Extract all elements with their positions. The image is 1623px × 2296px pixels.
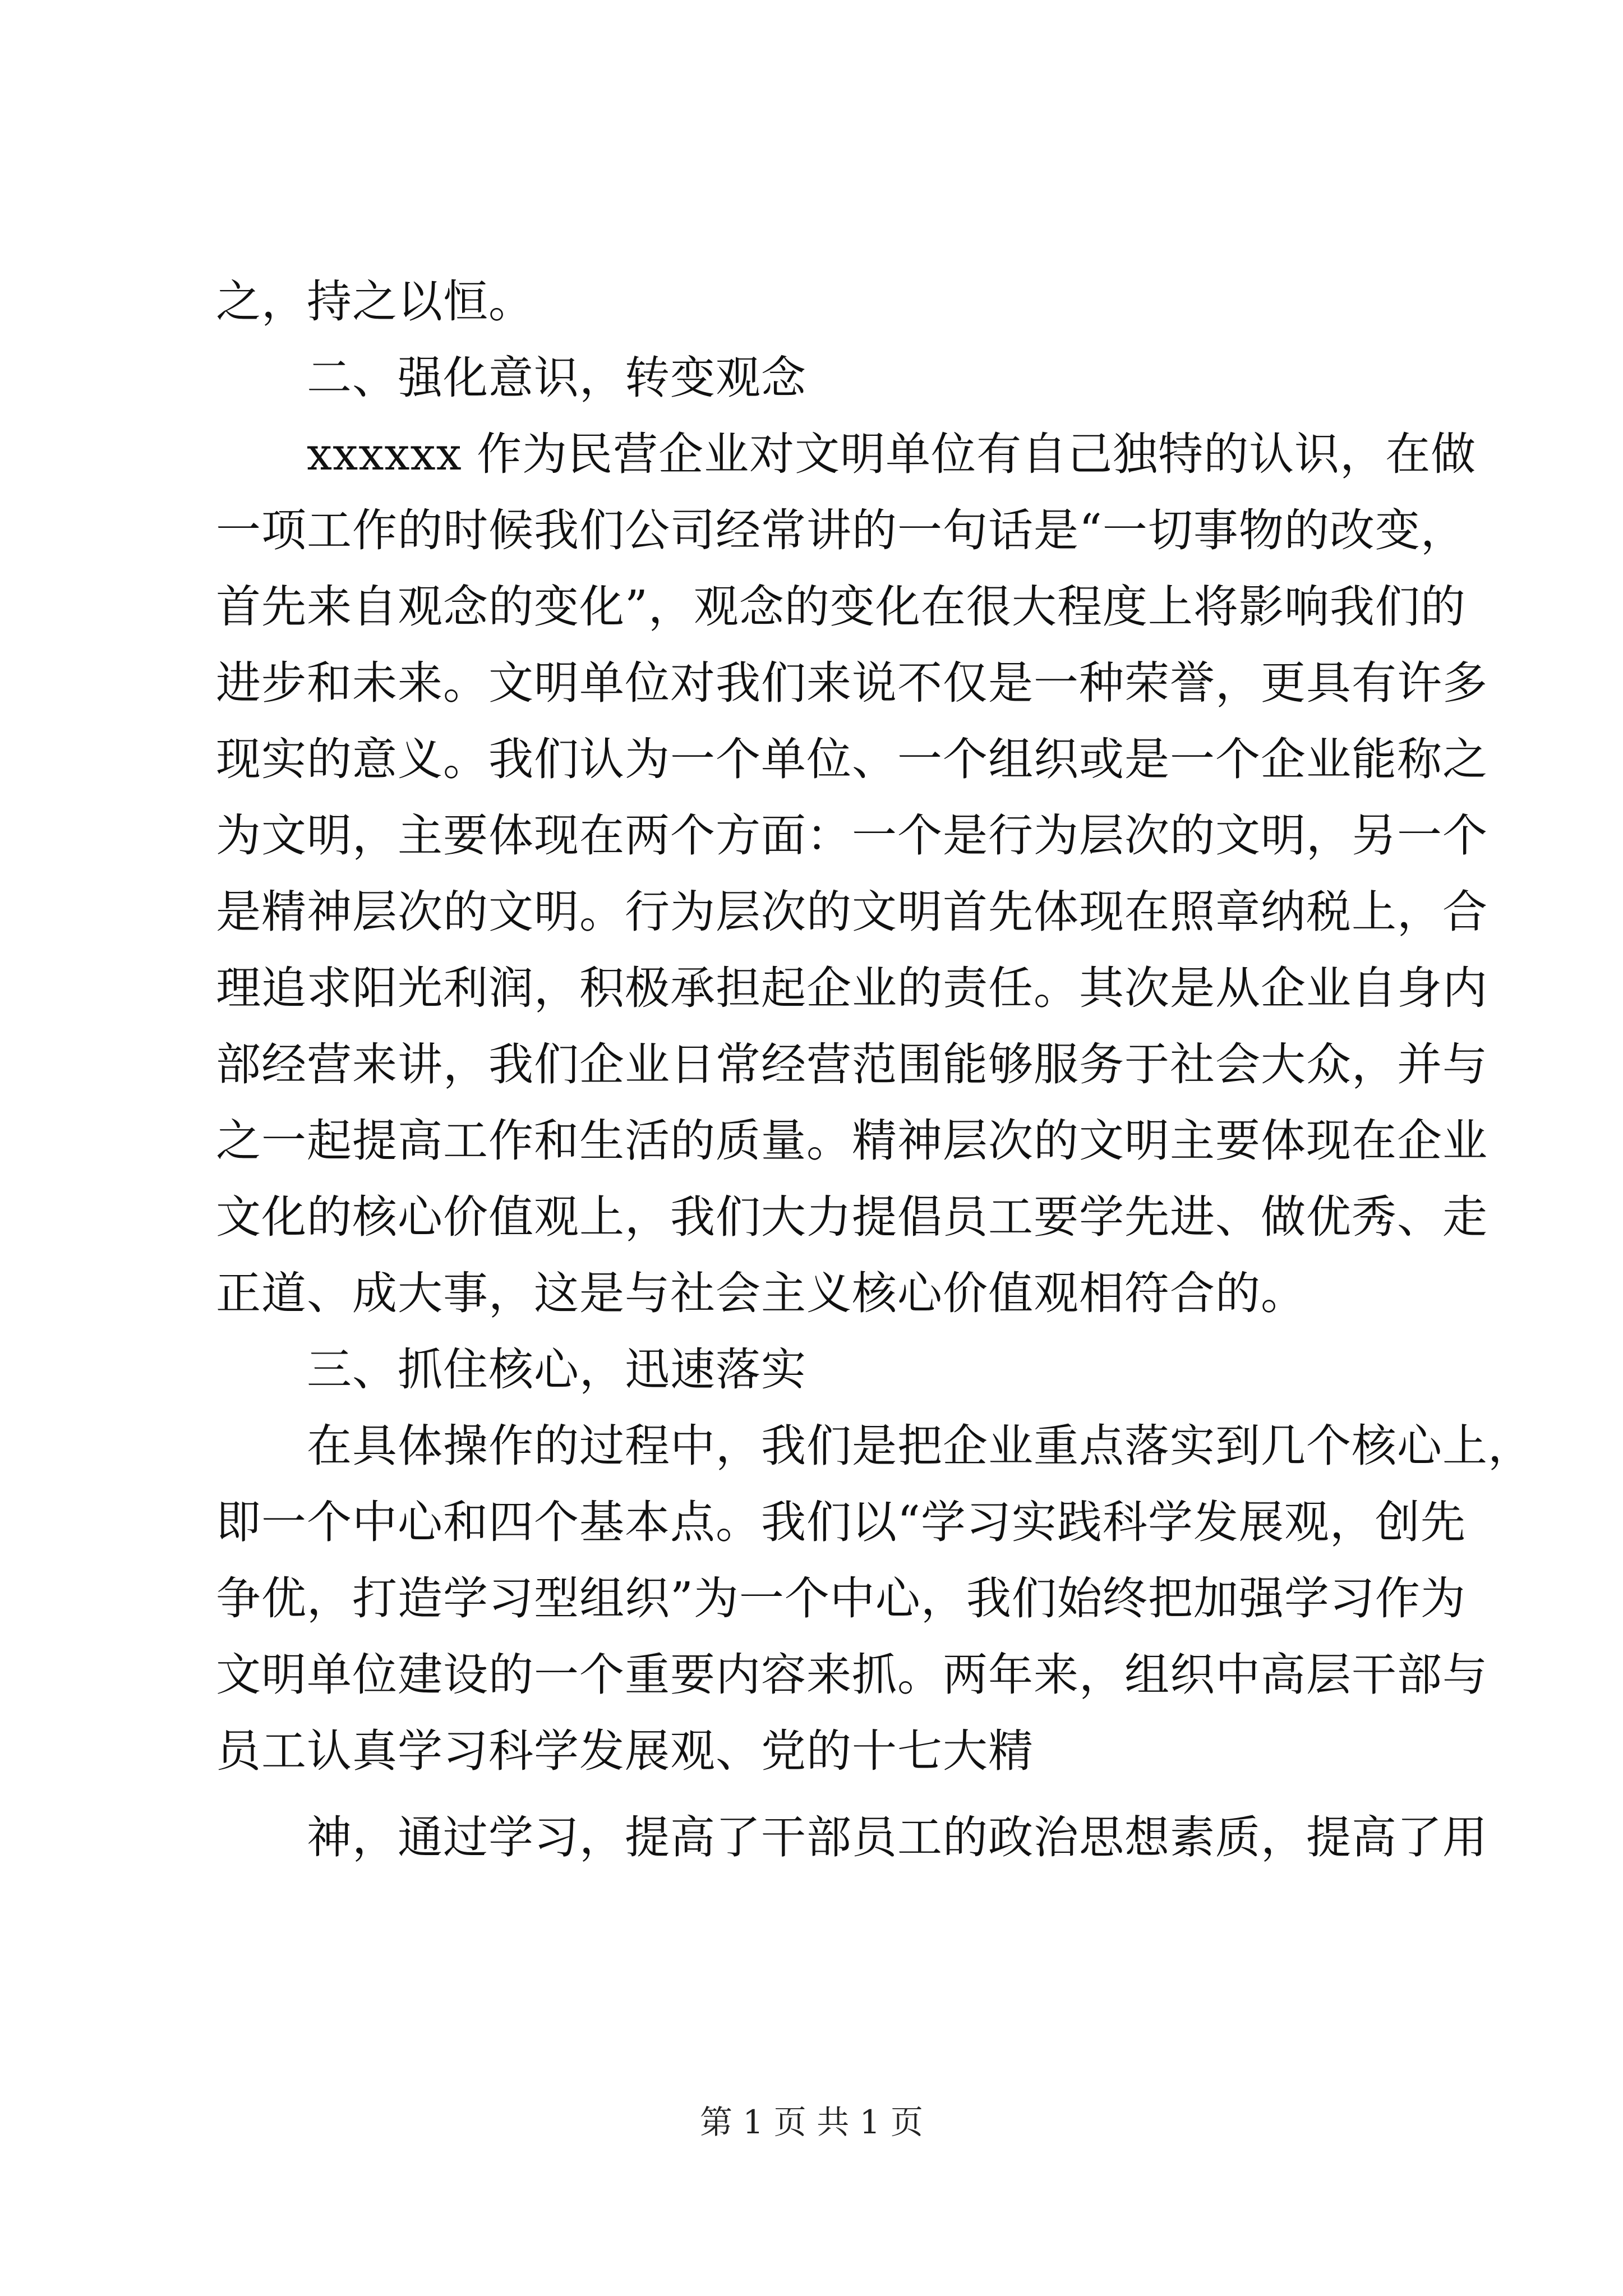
text-line-5: 首先来自观念的变化”，观念的变化在很大程度上将影响我们的 (216, 581, 1466, 633)
text-line-20: 员工认真学习科学发展观、党的十七大精 (216, 1725, 1034, 1777)
text-line-6: 进步和未来。文明单位对我们来说不仅是一种荣誉，更具有许多 (216, 657, 1488, 709)
text-line-16: 在具体操作的过程中，我们是把企业重点落实到几个核心上， (307, 1420, 1533, 1472)
section-heading-3: 三、抓住核心，迅速落实 (307, 1343, 806, 1396)
text-line-1: 之，持之以恒。 (216, 275, 534, 328)
text-line-8: 为文明，主要体现在两个方面：一个是行为层次的文明，另一个 (216, 809, 1488, 862)
text-line-12: 之一起提高工作和生活的质量。精神层次的文明主要体现在企业 (216, 1115, 1488, 1167)
page-number: 第 1 页 共 1 页 (700, 2103, 923, 2141)
text-line-7: 现实的意义。我们认为一个单位、一个组织或是一个企业能称之 (216, 733, 1488, 785)
text-line-3: xxxxxx 作为民营企业对文明单位有自己独特的认识，在做 (307, 428, 1477, 480)
text-line-19: 文明单位建设的一个重要内容来抓。两年来，组织中高层干部与 (216, 1649, 1488, 1701)
document-body (216, 264, 1533, 1876)
text-line-14: 正道、成大事，这是与社会主义核心价值观相符合的。 (216, 1267, 1306, 1319)
text-line-11: 部经营来讲，我们企业日常经营范围能够服务于社会大众，并与 (216, 1038, 1488, 1091)
section-heading-2: 二、强化意识，转变观念 (307, 352, 806, 404)
page-footer (0, 2102, 1623, 2142)
text-line-9: 是精神层次的文明。行为层次的文明首先体现在照章纳税上，合 (216, 886, 1488, 938)
text-line-21: 神，通过学习，提高了干部员工的政治思想素质，提高了用 (307, 1811, 1488, 1864)
text-line-17: 即一个中心和四个基本点。我们以“学习实践科学发展观，创先 (216, 1496, 1466, 1548)
text-line-13: 文化的核心价值观上，我们大力提倡员工要学先进、做优秀、走 (216, 1191, 1488, 1243)
text-line-18: 争优，打造学习型组织”为一个中心，我们始终把加强学习作为 (216, 1572, 1466, 1625)
text-line-4: 一项工作的时候我们公司经常讲的一句话是“一切事物的改变， (216, 504, 1466, 556)
text-line-10: 理追求阳光利润，积极承担起企业的责任。其次是从企业自身内 (216, 962, 1488, 1014)
